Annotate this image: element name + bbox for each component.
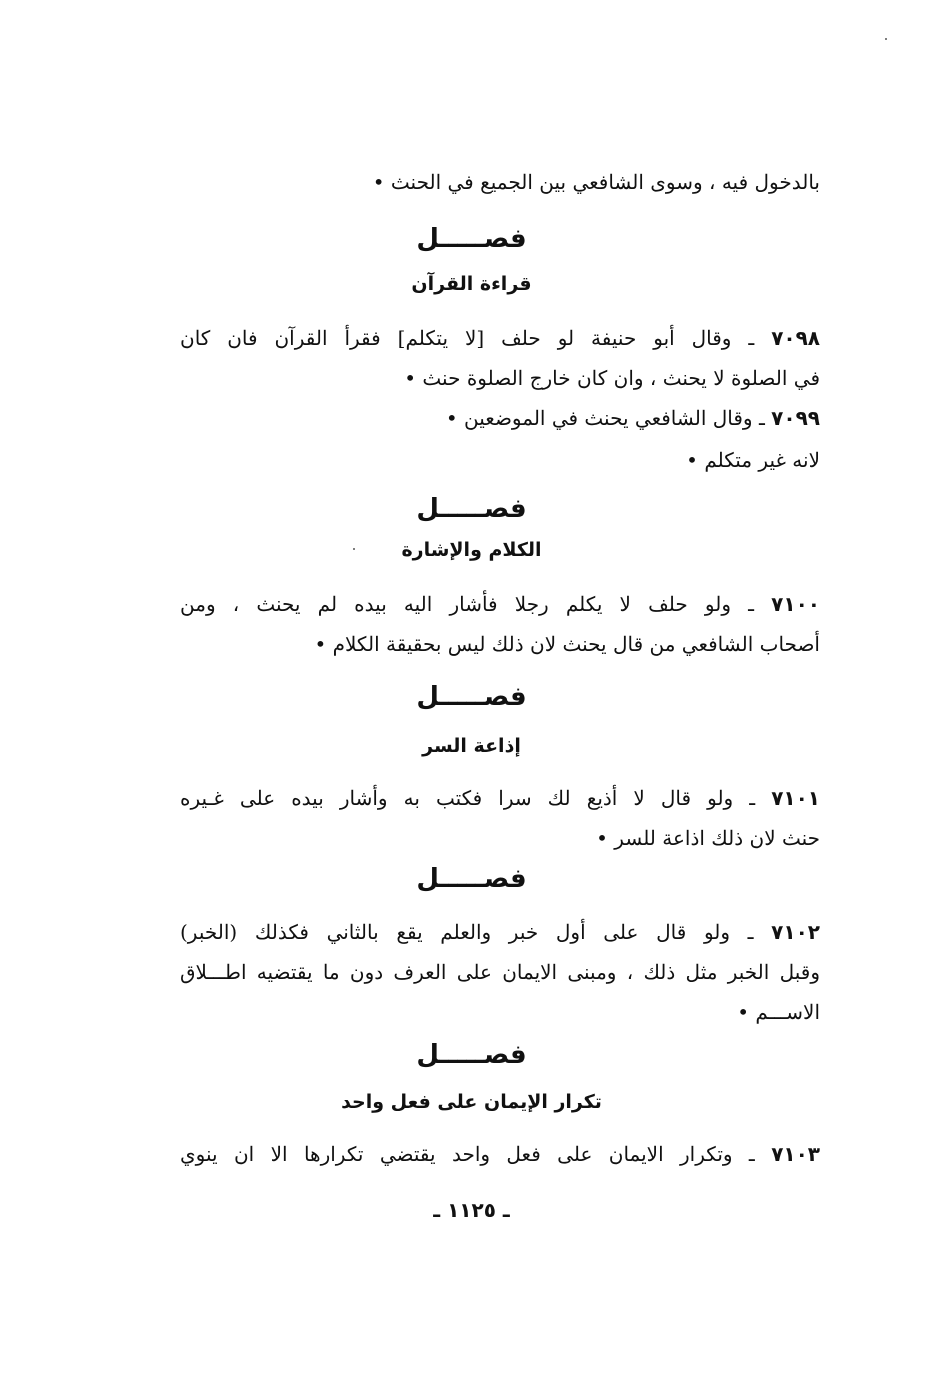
paragraph-text: ـ وتكرار الايمان على فعل واحد يقتضي تكرارها الا ان ينوي [180,1142,755,1166]
paragraph-number: ٧٠٩٩ [771,406,820,430]
paragraph-number: ٧٠٩٨ [771,326,821,350]
paragraph-number: ٧١٠٢ [771,920,820,944]
paragraph-number: ٧١٠٣ [771,1142,821,1166]
page-number: ـ ١١٢٥ ـ [433,1198,510,1222]
section-subheading: الكلام والإشارة [401,539,542,561]
paragraph-text: ـ وقال أبو حنيفة لو حلف [لا يتكلم] فقرأ القرآن فان كان [180,326,755,350]
section-heading: فصـــــل [416,864,527,894]
paragraph-line [180,784,820,812]
paragraph-line [180,918,820,946]
paragraph-text: ـ ولو قال على أول خبر والعلم يقع بالثاني فكذلك (الخبر) [180,920,754,944]
paragraph-line: لانه غير متكلم • [686,448,820,472]
paragraph-line [180,1140,820,1168]
paragraph-line: الاســـم • [737,1000,820,1024]
paragraph-line: أصحاب الشافعي من قال يحنث لان ذلك ليس بحقيقة الكلام • [314,632,820,656]
section-subheading: قراءة القرآن [411,273,532,295]
paragraph-line [446,404,820,432]
section-heading: فصـــــل [416,682,527,712]
paragraph-line: وقبل الخبر مثل ذلك ، ومبنى الايمان على العرف دون ما يقتضيه اطـــلاق [180,960,820,984]
paragraph-text: ـ ولو حلف لا يكلم رجلا فأشار اليه بيده لم يحنث ، ومن [180,592,755,616]
paragraph-number: ٧١٠٠ [771,592,820,616]
section-subheading: إذاعة السر [422,735,521,757]
paragraph-line [180,324,820,352]
paragraph-line: حنث لان ذلك اذاعة للسر • [596,826,820,850]
paragraph-line [180,590,820,618]
section-subheading: تكرار الإيمان على فعل واحد [341,1091,602,1113]
paragraph-line: في الصلوة لا يحنث ، وان كان خارج الصلوة حنث • [404,366,820,390]
scan-speck [885,38,887,40]
paragraph-text: ـ وقال الشافعي يحنث في الموضعين • [445,406,765,430]
section-heading: فصـــــل [416,494,527,524]
intro-line: بالدخول فيه ، وسوى الشافعي بين الجميع في الحنث • [372,170,820,194]
section-heading: فصـــــل [416,1040,527,1070]
section-heading: فصـــــل [416,224,527,254]
paragraph-number: ٧١٠١ [771,786,821,810]
paragraph-text: ـ ولو قال لا أذيع لك سرا فكتب به وأشار بيده على غـيره [180,786,756,810]
